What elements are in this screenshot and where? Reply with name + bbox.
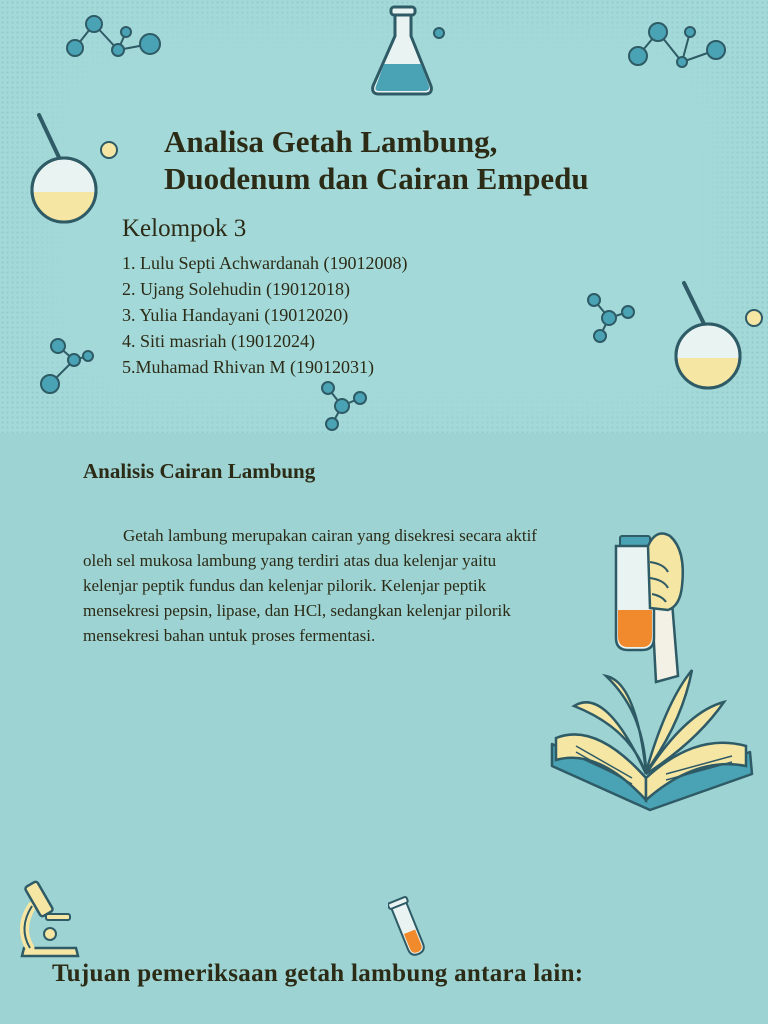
paragraph-text: Getah lambung merupakan cairan yang disekresi secara aktif oleh sel mukosa lambung yang terdiri atas dua kelenjar yaitu kelenjar peptik fundus dan kelenjar pilorik. Kelenjar peptik mensekresi pepsin, lipase, dan HCl, sedangkan kelenjar pilorik mensekresi bahan untuk proses fermentasi. bbox=[83, 526, 537, 645]
member-list bbox=[122, 250, 407, 380]
flask-icon bbox=[355, 2, 455, 100]
title-slide bbox=[0, 0, 768, 433]
list-item: 4. Siti masriah (19012024) bbox=[122, 331, 315, 351]
molecule-icon bbox=[584, 290, 640, 344]
page-title bbox=[164, 123, 589, 197]
test-tube-icon bbox=[388, 896, 428, 960]
list-item: 3. Yulia Handayani (19012020) bbox=[122, 305, 349, 325]
molecule-icon bbox=[318, 380, 372, 433]
molecule-icon bbox=[36, 334, 96, 396]
molecule-icon bbox=[62, 12, 166, 64]
molecule-icon bbox=[626, 20, 732, 70]
hand-holding-tube-icon bbox=[598, 526, 690, 684]
group-title: Kelompok 3 bbox=[122, 215, 247, 242]
title-line-1: Analisa Getah Lambung, bbox=[164, 124, 498, 159]
section-heading: Tujuan pemeriksaan getah lambung antara lain: bbox=[52, 960, 584, 987]
round-flask-icon bbox=[664, 278, 768, 396]
body-paragraph bbox=[83, 523, 543, 648]
round-flask-icon bbox=[24, 110, 124, 228]
title-line-2: Duodenum dan Cairan Empedu bbox=[164, 161, 589, 196]
list-item: 1. Lulu Septi Achwardanah (19012008) bbox=[122, 253, 408, 273]
section-heading: Analisis Cairan Lambung bbox=[83, 459, 316, 483]
microscope-icon bbox=[16, 876, 82, 962]
open-book-icon bbox=[546, 662, 758, 812]
list-item: 2. Ujang Solehudin (19012018) bbox=[122, 279, 350, 299]
list-item: 5.Muhamad Rhivan M (19012031) bbox=[122, 357, 374, 377]
